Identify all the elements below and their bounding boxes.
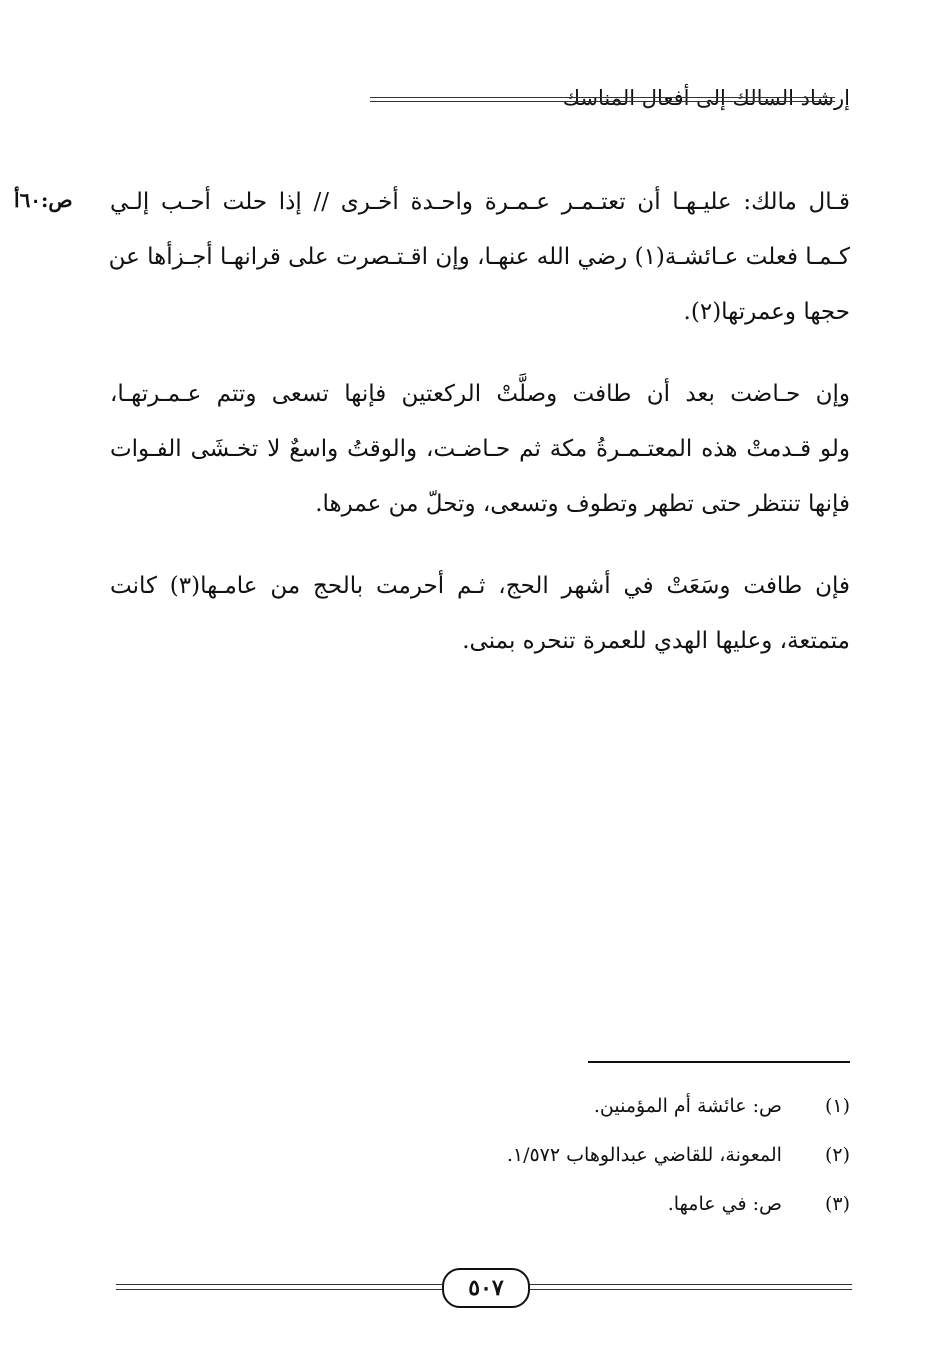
footnote-text: ص: عائشة أم المؤمنين. [593,1095,782,1117]
paragraph-1 [110,180,850,345]
footnotes [250,1091,850,1238]
text-line: كـمـا فعلت عـائشـة(١) رضي الله عنهـا، وإن اقـتـصرت على قرانهـا أجـزأها عن [108,244,850,270]
book-title: إرشاد السالك إلى أفعال المناسك [562,86,850,110]
page-footer [116,1268,852,1308]
running-header [108,86,850,116]
text-line: فإن طافت وسَعَتْ في أشهر الحج، ثـم أحرمت بالحج من عامـها(٣) كانت [110,573,850,599]
text-line: فإنها تنتظر حتى تطهر وتطوف وتسعى، وتحلّ من عمرها. [315,491,850,517]
footer-rule [116,1289,442,1290]
text-line: حجها وعمرتها(٢). [683,299,850,325]
manuscript-folio-note: ص:٦٠أ [14,188,73,212]
text-line: متمتعة، وعليها الهدي للعمرة تنحره بمنى. [462,628,850,654]
main-text [110,180,850,674]
footer-rule [526,1284,852,1285]
footnote-2 [250,1140,850,1189]
footnote-number: (٢) [824,1144,850,1166]
footnote-text: ص: في عامها. [667,1193,782,1215]
page-number: ٥٠٧ [442,1268,530,1308]
text-line: قـال مالك: عليـهـا أن تعتـمـر عـمـرة واحـدة أخـرى // إذا حلت أحـب إلـي [110,189,850,215]
footnote-number: (٣) [824,1193,850,1215]
paragraph-2 [110,372,850,537]
paragraph-3 [110,564,850,674]
footer-rule [116,1284,442,1285]
header-rule [370,101,835,102]
header-rule [370,97,835,98]
text-line: ولو قـدمتْ هذه المعتـمـرةُ مكة ثم حـاضـت، والوقتُ واسعٌ لا تخـشَى الفـوات [110,436,850,462]
text-line: وإن حـاضت بعد أن طافت وصلَّتْ الركعتين فإنها تسعى وتتم عـمـرتهـا، [110,381,850,407]
footer-rule [526,1289,852,1290]
footnote-3 [250,1189,850,1238]
footnote-number: (١) [824,1095,850,1117]
footnote-1 [250,1091,850,1140]
footnote-separator [588,1061,850,1063]
footnote-text: المعونة، للقاضي عبدالوهاب ١/٥٧٢. [506,1144,782,1166]
